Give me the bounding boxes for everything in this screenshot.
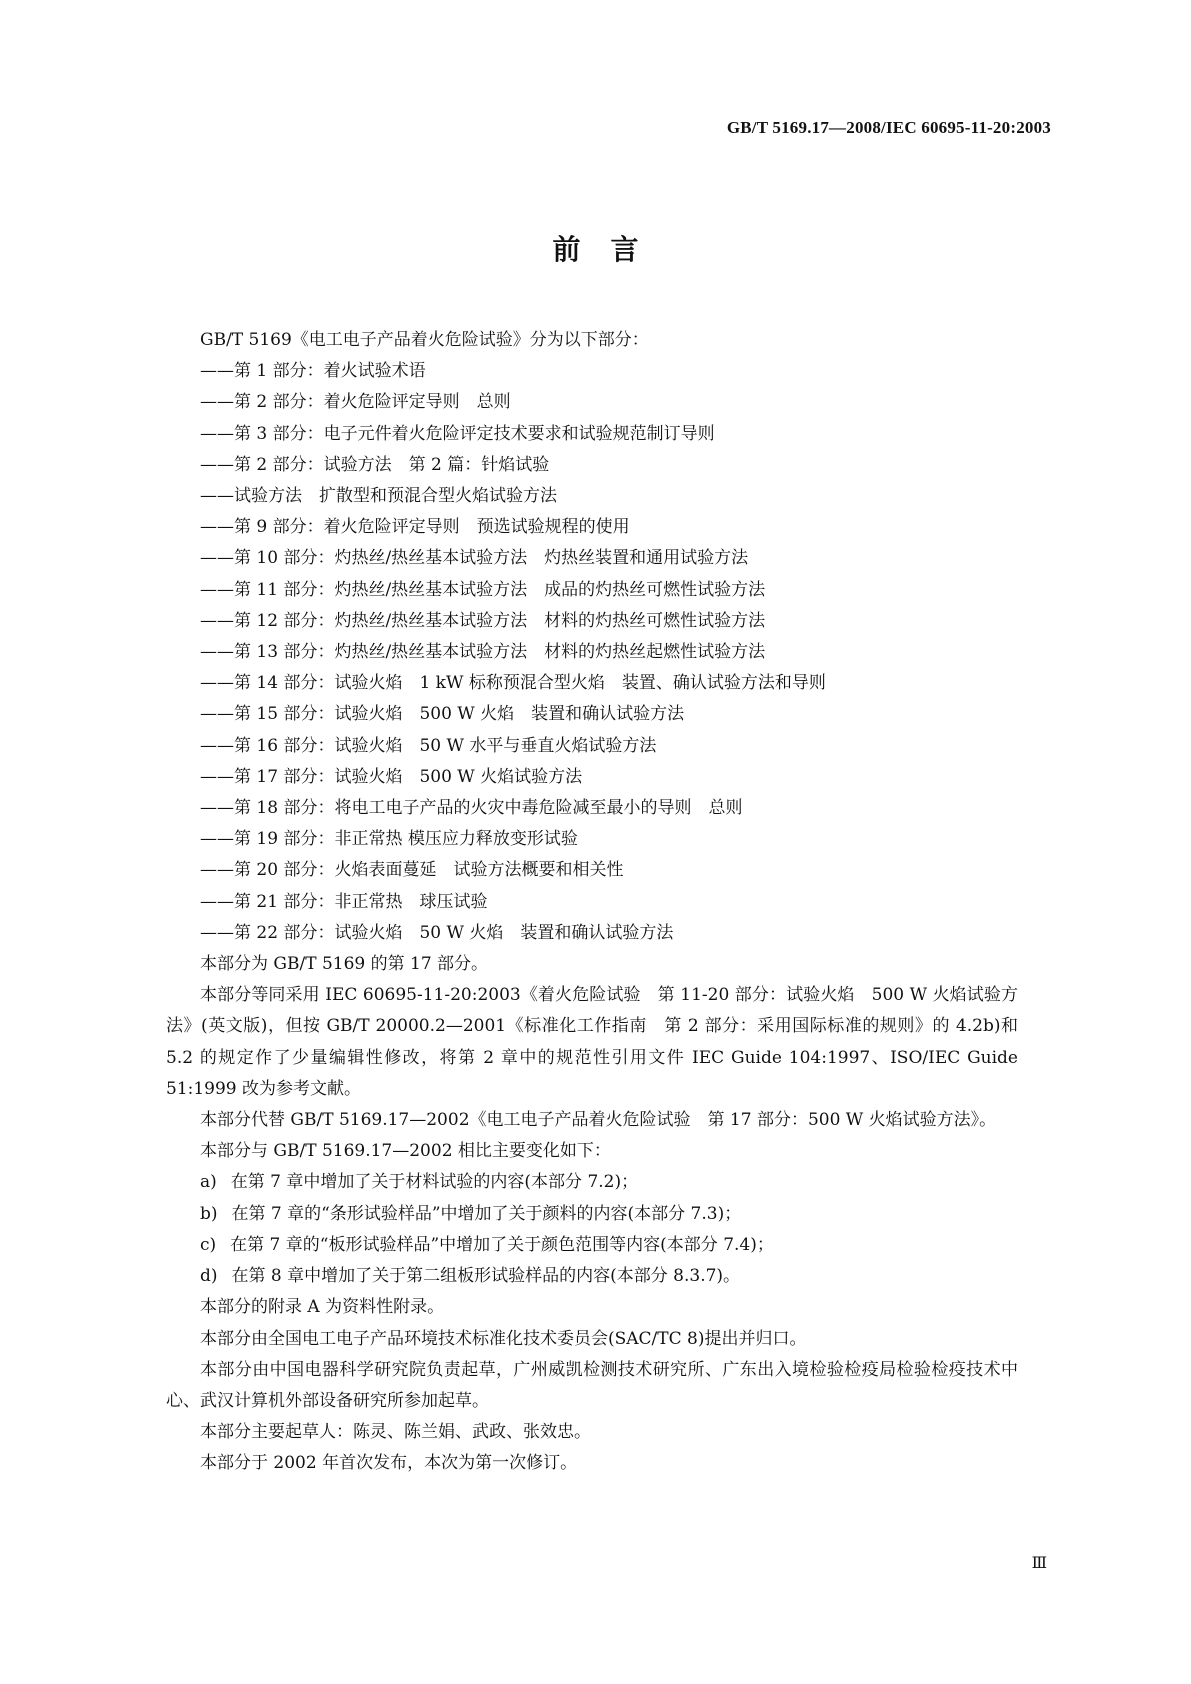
- list-item: ——第 18 部分：将电工电子产品的火灾中毒危险减至最小的导则 总则: [200, 798, 743, 819]
- list-item-text: 在第 7 章的“板形试验样品”中增加了关于颜色范围等内容(本部分 7.4)；: [230, 1234, 774, 1255]
- changes-list: [166, 1167, 1018, 1292]
- drafted-by-paragraph: 本部分由中国电器科学研究院负责起草，广州威凯检测技术研究所、广东出入境检验检疫局检验检疫技术中心、武汉计算机外部设备研究所参加起草。: [166, 1359, 1018, 1411]
- list-item: ——第 9 部分：着火危险评定导则 预选试验规程的使用: [200, 517, 630, 538]
- list-item: ——第 15 部分：试验火焰 500 W 火焰 装置和确认试验方法: [200, 704, 685, 725]
- replaces-paragraph: 本部分代替 GB/T 5169.17—2002《电工电子产品着火危险试验 第 17 部分：500 W 火焰试验方法》。: [200, 1110, 997, 1131]
- list-item: ——第 2 部分：试验方法 第 2 篇：针焰试验: [200, 454, 550, 475]
- part-number-paragraph: 本部分为 GB/T 5169 的第 17 部分。: [200, 954, 489, 975]
- list-item: ——第 22 部分：试验火焰 50 W 火焰 装置和确认试验方法: [200, 922, 674, 943]
- list-item-text: 在第 7 章中增加了关于材料试验的内容(本部分 7.2)；: [230, 1172, 639, 1193]
- list-item: ——第 19 部分：非正常热 模压应力释放变形试验: [200, 829, 578, 850]
- list-item: ——第 14 部分：试验火焰 1 kW 标称预混合型火焰 装置、确认试验方法和导则: [200, 673, 826, 694]
- proposed-by-paragraph: 本部分由全国电工电子产品环境技术标准化技术委员会(SAC/TC 8)提出并归口。: [200, 1328, 807, 1349]
- list-item: [166, 1167, 1018, 1198]
- list-item: ——试验方法 扩散型和预混合型火焰试验方法: [200, 486, 557, 507]
- list-item: ——第 21 部分：非正常热 球压试验: [200, 891, 488, 912]
- list-item: ——第 2 部分：着火危险评定导则 总则: [200, 392, 511, 413]
- list-item: ——第 20 部分：火焰表面蔓延 试验方法概要和相关性: [200, 860, 624, 881]
- list-item: ——第 11 部分：灼热丝/热丝基本试验方法 成品的灼热丝可燃性试验方法: [200, 579, 766, 600]
- list-item: ——第 16 部分：试验火焰 50 W 水平与垂直火焰试验方法: [200, 735, 657, 756]
- history-paragraph: 本部分于 2002 年首次发布，本次为第一次修订。: [200, 1453, 578, 1474]
- list-item: ——第 12 部分：灼热丝/热丝基本试验方法 材料的灼热丝可燃性试验方法: [200, 610, 766, 631]
- list-item: ——第 10 部分：灼热丝/热丝基本试验方法 灼热丝装置和通用试验方法: [200, 548, 749, 569]
- list-item: ——第 1 部分：着火试验术语: [200, 361, 426, 382]
- list-item-text: 在第 7 章的“条形试验样品”中增加了关于颜料的内容(本部分 7.3)；: [231, 1203, 742, 1224]
- list-item: ——第 17 部分：试验火焰 500 W 火焰试验方法: [200, 766, 583, 787]
- foreword-body: [166, 325, 1018, 1480]
- adoption-paragraph: 本部分等同采用 IEC 60695-11-20:2003《着火危险试验 第 11-20 部分：试验火焰 500 W 火焰试验方法》(英文版)，但按 GB/T 20000.2—2001《标准化工作指南 第 2 部分：采用国际标准的规则》的 4.2b)和 5.2 的规定作了少量编辑性修改，将第 2 章中的规范性引用文件 IEC Guide 104:1997、ISO/IEC Guide 51:1999 改为参考文献。: [166, 985, 1018, 1099]
- changes-intro: 本部分与 GB/T 5169.17—2002 相比主要变化如下：: [200, 1141, 611, 1162]
- annex-paragraph: 本部分的附录 A 为资料性附录。: [200, 1297, 445, 1318]
- list-item: [166, 1199, 1018, 1230]
- parts-intro: GB/T 5169《电工电子产品着火危险试验》分为以下部分：: [200, 330, 649, 350]
- list-marker: a): [200, 1172, 217, 1193]
- list-item: ——第 13 部分：灼热丝/热丝基本试验方法 材料的灼热丝起燃性试验方法: [200, 642, 766, 663]
- drafters-paragraph: 本部分主要起草人：陈灵、陈兰娟、武政、张效忠。: [200, 1422, 591, 1443]
- list-marker: b): [200, 1203, 218, 1224]
- list-marker: d): [200, 1266, 218, 1287]
- list-item: [166, 1261, 1018, 1292]
- parts-list: [166, 356, 1018, 949]
- list-item-text: 在第 8 章中增加了关于第二组板形试验样品的内容(本部分 8.3.7)。: [231, 1266, 741, 1287]
- page-title: 前言: [552, 233, 669, 266]
- standard-code: GB/T 5169.17—2008/IEC 60695-11-20:2003: [726, 118, 1051, 137]
- list-item: [166, 1230, 1018, 1261]
- page-number: Ⅲ: [1031, 1555, 1047, 1572]
- list-item: ——第 3 部分：电子元件着火危险评定技术要求和试验规范制订导则: [200, 423, 715, 444]
- list-marker: c): [200, 1234, 217, 1255]
